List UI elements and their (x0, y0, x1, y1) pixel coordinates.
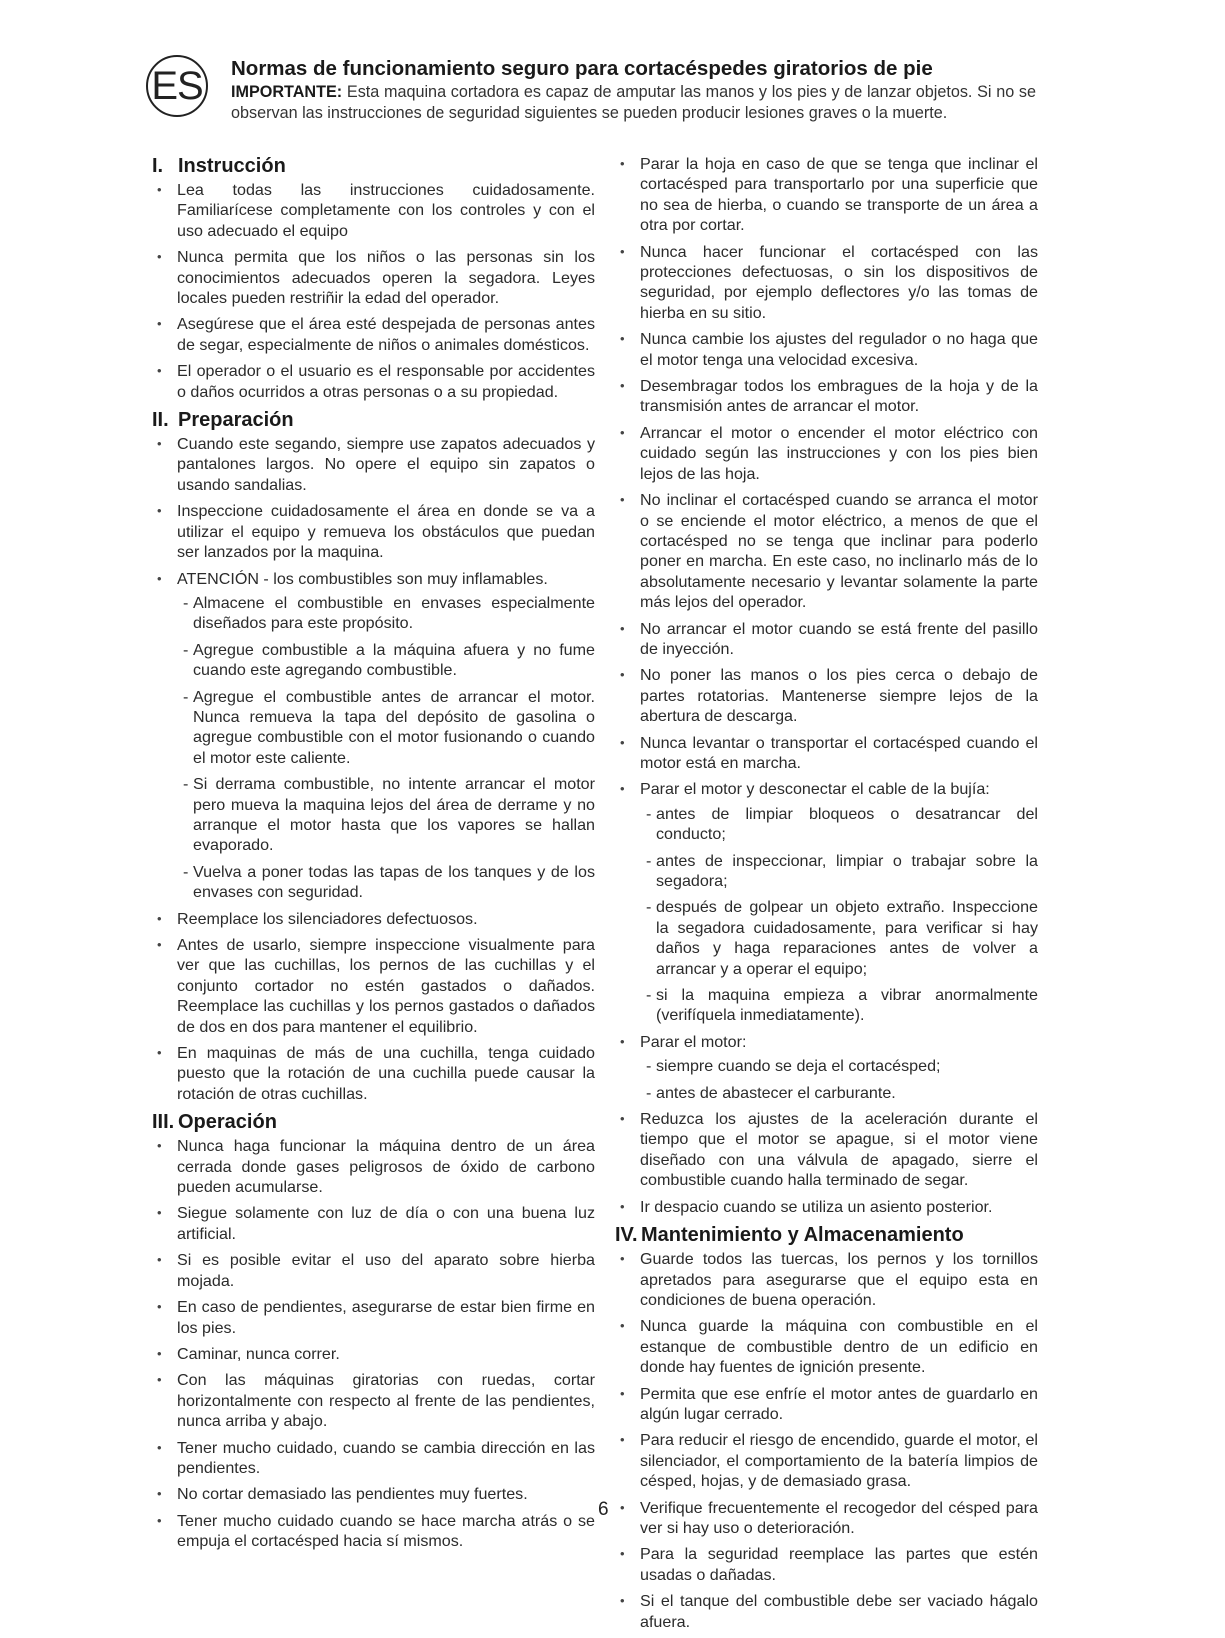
list-item: • Siegue solamente con luz de día o con una buena luz artificial. (155, 1203, 595, 1244)
list-item: • Parar el motor: (618, 1032, 1038, 1052)
list-item: • Reduzca los ajustes de la aceleración durante el tiempo que el motor se apague, si el motor viene diseñado con una válvula de apagado, sierre el combustible cuando halla terminado de segar. (618, 1109, 1038, 1191)
section-heading-mantenimiento (615, 1223, 1038, 1247)
section-list-operacion-end (618, 1109, 1038, 1217)
list-item: • Lea todas las instrucciones cuidadosamente. Familiarícese completamente con los controles y con el uso adecuado el equipo (155, 180, 595, 241)
section-list-mantenimiento (618, 1249, 1038, 1632)
list-item: • Ir despacio cuando se utiliza un asiento posterior. (618, 1197, 1038, 1217)
list-item: • Verifique frecuentemente el recogedor del césped para ver si hay uso o deterioración. (618, 1498, 1038, 1539)
section-title: Preparación (178, 409, 294, 432)
section-number: I. (152, 155, 164, 177)
list-item: • Caminar, nunca correr. (155, 1344, 595, 1364)
sub-list-item: - después de golpear un objeto extraño. Inspeccione la segadora cuidadosamente, para verificar si hay daños y haga reparaciones antes de volver a arrancar y a operar el equipo; (638, 897, 1038, 979)
sub-list-item: - antes de abastecer el carburante. (638, 1083, 1038, 1103)
page-number: 6 (598, 1499, 609, 1520)
sub-list-item: - Si derrama combustible, no intente arrancar el motor pero mueva la maquina lejos del área de derrame y no arranque el motor hasta que los vapores se hallan evaporado. (175, 774, 595, 856)
list-item: • Asegúrese que el área esté despejada de personas antes de segar, especialmente de niños o animales domésticos. (155, 314, 595, 355)
right-column (615, 154, 1038, 1638)
list-item: • Nunca levantar o transportar el cortacésped cuando el motor está en marcha. (618, 733, 1038, 774)
section-list-preparacion-cont (155, 909, 595, 1105)
section-heading-operacion (152, 1110, 595, 1134)
section-title: Operación (178, 1111, 277, 1134)
sub-list-item: - si la maquina empieza a vibrar anormalmente (verifíquela inmediatamente). (638, 985, 1038, 1026)
list-item: • Tener mucho cuidado cuando se hace marcha atrás o se empuja el cortacésped hacia sí mismos. (155, 1511, 595, 1552)
sub-list-item: - Agregue combustible a la máquina afuera y no fume cuando este agregando combustible. (175, 640, 595, 681)
section-number: III. (152, 1111, 175, 1134)
list-item: • Nunca hacer funcionar el cortacésped con las protecciones defectuosas, o sin los dispositivos de seguridad, por ejemplo deflectores y/o las tomas de hierba en su sitio. (618, 242, 1038, 324)
list-item: • Desembragar todos los embragues de la hoja y de la transmisión antes de arrancar el motor. (618, 376, 1038, 417)
list-item: • Si el tanque del combustible debe ser vaciado hágalo afuera. (618, 1591, 1038, 1632)
list-item: • No cortar demasiado las pendientes muy fuertes. (155, 1484, 595, 1504)
section-list-preparacion (155, 434, 595, 589)
sub-list-item: - siempre cuando se deja el cortacésped; (638, 1056, 1038, 1076)
list-item: • Cuando este segando, siempre use zapatos adecuados y pantalones largos. No opere el equipo sin zapatos o usando sandalias. (155, 434, 595, 495)
list-item: • Parar la hoja en caso de que se tenga que inclinar el cortacésped para transportarlo por una superficie que no sea de hierba, o cuando se transporte de un área a otra por cortar. (618, 154, 1038, 236)
list-item: • Para reducir el riesgo de encendido, guarde el motor, el silenciador, el comportamiento de la batería limpios de césped, hojas, y de demasiado grasa. (618, 1430, 1038, 1491)
language-badge: ES (146, 55, 208, 117)
section-title: Mantenimiento y Almacenamiento (641, 1224, 964, 1247)
list-item: • Con las máquinas giratorias con ruedas, cortar horizontalmente con respecto al frente de las pendientes, nunca arriba y abajo. (155, 1370, 595, 1431)
sub-list-item: - antes de inspeccionar, limpiar o trabajar sobre la segadora; (638, 851, 1038, 892)
important-label: IMPORTANTE: (231, 83, 343, 101)
list-item: • Permita que ese enfríe el motor antes de guardarlo en algún lugar cerrado. (618, 1384, 1038, 1425)
sub-list-item: - Vuelva a poner todas las tapas de los tanques y de los envases con seguridad. (175, 862, 595, 903)
section-heading-preparacion (152, 408, 595, 432)
sub-list-wrap (638, 804, 1038, 1026)
section-list-instruccion (155, 180, 595, 402)
list-item: • Guarde todos las tuercas, los pernos y los tornillos apretados para asegurarse que el equipo esta en condiciones de buena operación. (618, 1249, 1038, 1310)
list-item: • Nunca permita que los niños o las personas sin los conocimientos adecuados operen la segadora. Leyes locales pueden restriñir la edad del operador. (155, 247, 595, 308)
list-item: • Antes de usarlo, siempre inspeccione visualmente para ver que las cuchillas, los pernos de las cuchillas y el conjunto cortador no estén gastados o dañados. Reemplace las cuchillas y los pernos gastados o dañados de dos en dos para mantener el equilibrio. (155, 935, 595, 1037)
section-title: Instrucción (178, 155, 286, 177)
sub-list-bujia (638, 804, 1038, 1026)
section-number: II. (152, 409, 169, 432)
list-item: • Reemplace los silenciadores defectuosos. (155, 909, 595, 929)
list-item: • Parar el motor y desconectar el cable de la bujía: (618, 779, 1038, 799)
list-item: • Inspeccione cuidadosamente el área en donde se va a utilizar el equipo y remueva los obstáculos que puedan ser lanzados por la maquina. (155, 501, 595, 562)
section-number: IV. (615, 1224, 638, 1247)
sub-list-wrap (175, 593, 595, 903)
list-item: • Nunca cambie los ajustes del regulador o no haga que el motor tenga una velocidad excesiva. (618, 329, 1038, 370)
sub-list-parar (638, 1056, 1038, 1103)
important-text: Esta maquina cortadora es capaz de amputar las manos y los pies y de lanzar objetos. Si no se observan las instrucciones de seguridad siguientes se pueden producir lesiones graves o la muerte. (231, 83, 1036, 122)
list-item: • No poner las manos o los pies cerca o debajo de partes rotatorias. Mantenerse siempre lejos de la abertura de descarga. (618, 665, 1038, 726)
list-item: • No inclinar el cortacésped cuando se arranca el motor o se enciende el motor eléctrico, a menos de que el cortacésped no se tenga que inclinar para poderlo poner en marcha. En este caso, no inclinarlo más de lo absolutamente necesario y levantar solamente la parte más lejos del operador. (618, 490, 1038, 612)
sub-list-combustible (175, 593, 595, 903)
list-item: • En maquinas de más de una cuchilla, tenga cuidado puesto que la rotación de una cuchilla puede causar la rotación de otras cuchillas. (155, 1043, 595, 1104)
list-item: • ATENCIÓN - los combustibles son muy inflamables. (155, 569, 595, 589)
list-item: • Si es posible evitar el uso del aparato sobre hierba mojada. (155, 1250, 595, 1291)
list-item: • Para la seguridad reemplace las partes que estén usadas o dañadas. (618, 1544, 1038, 1585)
section-list-operacion-cont (618, 154, 1038, 800)
list-item: • No arrancar el motor cuando se está frente del pasillo de inyección. (618, 619, 1038, 660)
section-list-parar-motor (618, 1032, 1038, 1052)
page-title: Normas de funcionamiento seguro para cortacéspedes giratorios de pie (231, 57, 933, 80)
list-item: • El operador o el usuario es el responsable por accidentes o daños ocurridos a otras personas o a su propiedad. (155, 361, 595, 402)
left-column (152, 154, 595, 1558)
sub-list-item: - Agregue el combustible antes de arrancar el motor. Nunca remueva la tapa del depósito de gasolina o agregue combustible con el motor fusionando o cuando el motor este caliente. (175, 687, 595, 769)
list-item: • Nunca haga funcionar la máquina dentro de un área cerrada donde gases peligrosos de óxido de carbono pueden acumularse. (155, 1136, 595, 1197)
sub-list-item: - antes de limpiar bloqueos o desatrancar del conducto; (638, 804, 1038, 845)
section-heading-instruccion (152, 154, 595, 178)
sub-list-item: - Almacene el combustible en envases especialmente diseñados para este propósito. (175, 593, 595, 634)
list-item: • Arrancar el motor o encender el motor eléctrico con cuidado según las instrucciones y con los pies bien lejos de las hoja. (618, 423, 1038, 484)
list-item: • Nunca guarde la máquina con combustible en el estanque de combustible dentro de un edificio en donde hay fuentes de ignición presente. (618, 1316, 1038, 1377)
list-item: • En caso de pendientes, asegurarse de estar bien firme en los pies. (155, 1297, 595, 1338)
important-notice (231, 82, 1036, 123)
list-item: • Tener mucho cuidado, cuando se cambia dirección en las pendientes. (155, 1438, 595, 1479)
sub-list-wrap (638, 1056, 1038, 1103)
header (231, 56, 1036, 123)
section-list-operacion (155, 1136, 595, 1551)
